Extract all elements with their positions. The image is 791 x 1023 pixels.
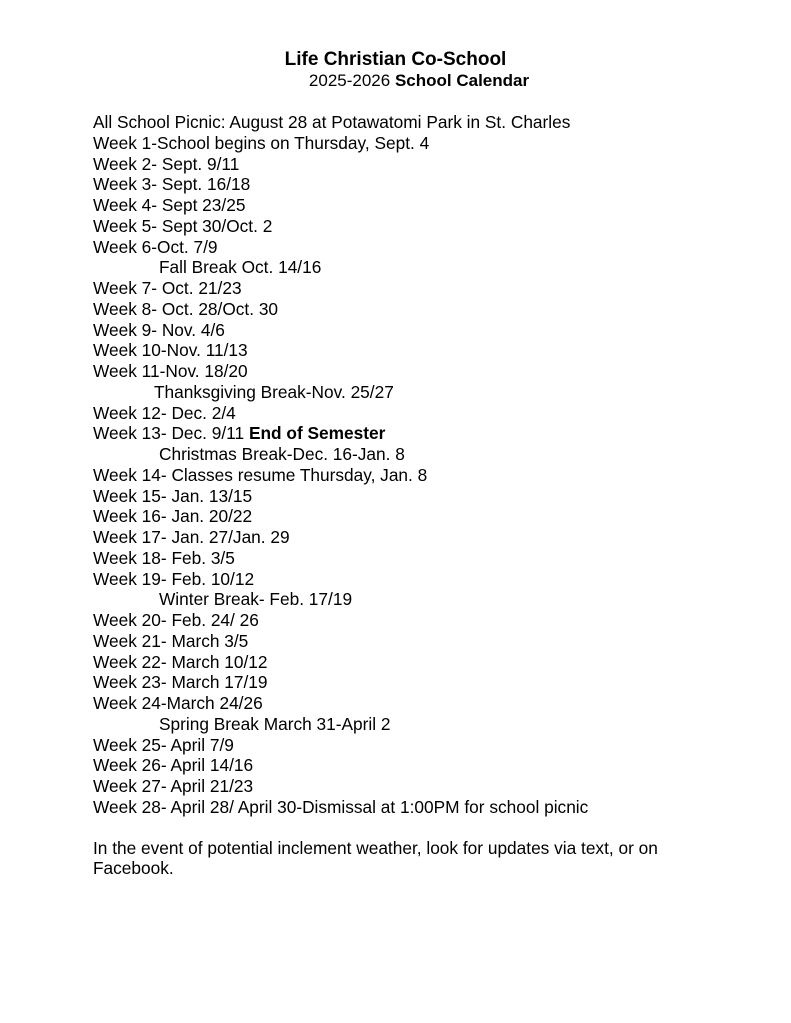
week-16: Week 16- Jan. 20/22 — [93, 506, 253, 527]
week-26: Week 26- April 14/16 — [93, 755, 254, 776]
week-7: Week 7- Oct. 21/23 — [93, 278, 242, 298]
week-13 — [93, 423, 753, 444]
fall-break: Fall Break Oct. 14/16 — [159, 257, 322, 278]
week-1: Week 1-School begins on Thursday, Sept. 4 — [93, 132, 430, 153]
week-17: Week 17- Jan. 27/Jan. 29 — [93, 527, 290, 547]
weather-note: In the event of potential inclement weather, look for updates via text, or on Facebook. — [93, 837, 658, 879]
winter-break: Winter Break- Feb. 17/19 — [159, 589, 353, 610]
end-of-semester: End of Semester — [248, 423, 386, 444]
week-24: Week 24-March 24/26 — [93, 693, 263, 713]
week-19: Week 19- Feb. 10/12 — [93, 568, 255, 589]
calendar-label: School Calendar — [394, 71, 530, 90]
thanksgiving-break: Thanksgiving Break-Nov. 25/27 — [154, 381, 394, 402]
picnic-line: All School Picnic: August 28 at Potawatomi Park in St. Charles — [93, 112, 571, 132]
spring-break: Spring Break March 31-April 2 — [159, 713, 391, 734]
week-22: Week 22- March 10/12 — [93, 651, 268, 672]
week-3: Week 3- Sept. 16/18 — [93, 174, 251, 195]
week-15: Week 15- Jan. 13/15 — [93, 485, 253, 506]
week-9: Week 9- Nov. 4/6 — [93, 319, 225, 340]
week-28: Week 28- April 28/ April 30-Dismissal at 1:00PM for school picnic — [93, 796, 589, 817]
week-2: Week 2- Sept. 9/11 — [93, 153, 240, 174]
week-27: Week 27- April 21/23 — [93, 776, 254, 796]
week-21: Week 21- March 3/5 — [93, 630, 249, 651]
christmas-break: Christmas Break-Dec. 16-Jan. 8 — [159, 444, 405, 464]
week-25: Week 25- April 7/9 — [93, 734, 234, 755]
week-14: Week 14- Classes resume Thursday, Jan. 8 — [93, 464, 428, 485]
week-4: Week 4- Sept 23/25 — [93, 195, 246, 215]
week-6: Week 6-Oct. 7/9 — [93, 236, 218, 257]
week-10: Week 10-Nov. 11/13 — [93, 340, 248, 361]
week-18: Week 18- Feb. 3/5 — [93, 547, 235, 568]
week-11: Week 11-Nov. 18/20 — [93, 361, 248, 381]
week-8: Week 8- Oct. 28/Oct. 30 — [93, 298, 279, 319]
page-subtitle — [0, 70, 791, 92]
page-title: Life Christian Co-School — [284, 49, 507, 70]
week-12: Week 12- Dec. 2/4 — [93, 402, 236, 423]
week-13-dates: Week 13- Dec. 9/11 — [93, 423, 245, 444]
school-year: 2025-2026 — [308, 71, 391, 90]
week-20: Week 20- Feb. 24/ 26 — [93, 610, 259, 630]
week-5: Week 5- Sept 30/Oct. 2 — [93, 215, 273, 236]
week-23: Week 23- March 17/19 — [93, 672, 268, 693]
calendar-list — [93, 112, 753, 879]
